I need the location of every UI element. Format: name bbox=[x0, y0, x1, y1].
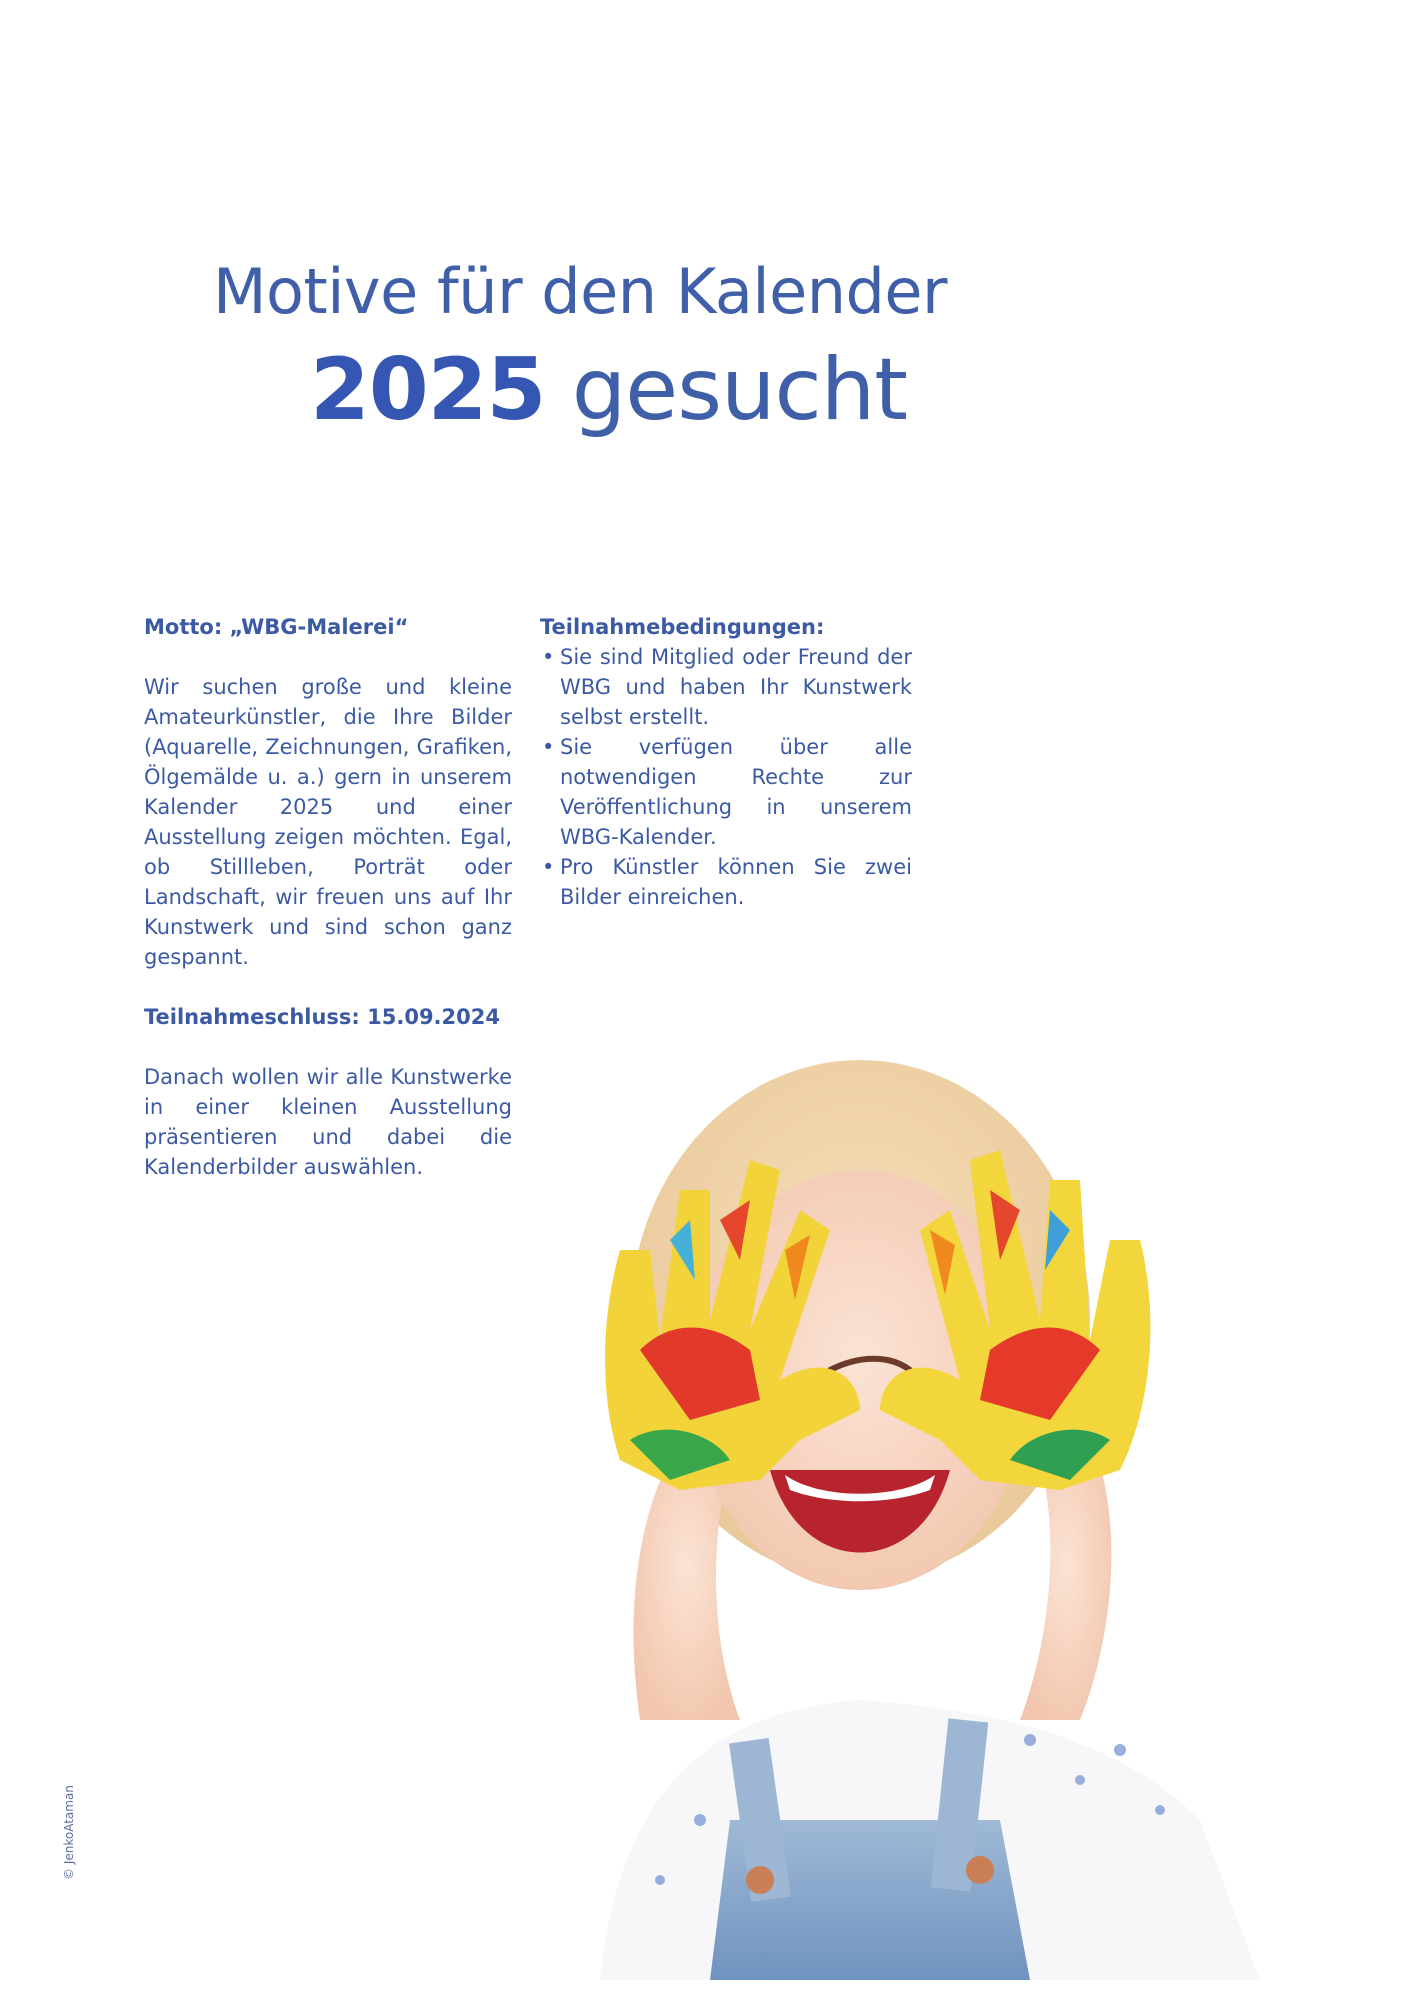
condition-item: • Sie sind Mitglied oder Freund der WBG und haben Ihr Kunstwerk selbst erstellt. bbox=[542, 645, 912, 729]
condition-item: • Sie verfügen über alle notwendigen Rechte zur Veröffentlichung in unserem WBG-Kalender. bbox=[542, 735, 912, 849]
page-title-line2 bbox=[310, 340, 907, 440]
page-title-line1: Motive für den Kalender bbox=[212, 255, 948, 328]
condition-item: • Pro Künstler können Sie zwei Bilder einreichen. bbox=[542, 855, 912, 909]
deadline: Teilnahmeschluss: 15.09.2024 bbox=[144, 1005, 500, 1029]
condition-text: Sie verfügen über alle notwendigen Rechte zur Veröffentlichung in unserem WBG-Kalender. bbox=[560, 735, 912, 849]
photo-credit: © JenkoAtaman bbox=[62, 1785, 76, 1880]
child-painted-hands-photo bbox=[560, 1020, 1380, 1980]
condition-text: Pro Künstler können Sie zwei Bilder einreichen. bbox=[560, 855, 912, 909]
conditions-list bbox=[540, 642, 912, 912]
intro-text: Wir suchen große und kleine Amateurkünstler, die Ihre Bilder (Aquarelle, Zeichnungen, Grafiken, Ölgemälde u. a.) gern in unserem Kalender 2025 und einer Ausstellung zeigen möchten. Egal, ob Stillleben, Porträt oder Landschaft, wir freuen uns auf Ihr Kunstwerk und sind schon ganz gespannt. bbox=[144, 675, 512, 969]
left-column bbox=[144, 612, 512, 1182]
condition-text: Sie sind Mitglied oder Freund der WBG und haben Ihr Kunstwerk selbst erstellt. bbox=[560, 645, 912, 729]
after-text: Danach wollen wir alle Kunstwerke in einer kleinen Ausstellung präsentieren und dabei die Kalenderbilder auswählen. bbox=[144, 1065, 512, 1179]
right-column bbox=[540, 612, 912, 912]
title-rest: gesucht bbox=[545, 340, 908, 440]
conditions-heading: Teilnahmebedingungen: bbox=[540, 615, 825, 639]
title-year: 2025 bbox=[310, 340, 546, 440]
motto: Motto: „WBG-Malerei“ bbox=[144, 615, 409, 639]
